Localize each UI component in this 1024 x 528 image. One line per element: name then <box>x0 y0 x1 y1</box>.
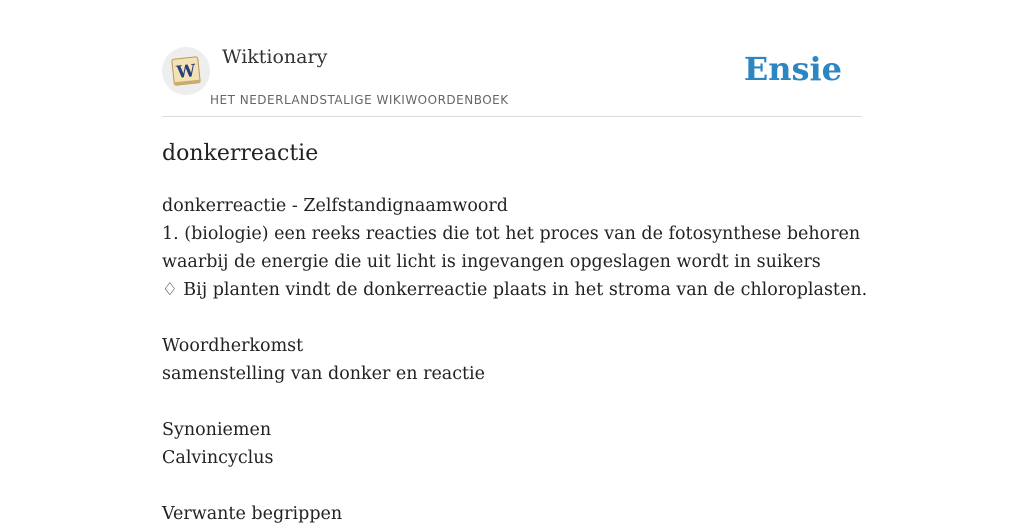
definition-line-1: 1. (biologie) een reeks reacties die tot het proces van de fotosynthese behoren <box>162 224 861 244</box>
logo-letter: W <box>175 61 197 83</box>
synonyms-label: Synoniemen <box>162 420 272 440</box>
ensie-brand-link[interactable]: Ensie <box>743 50 842 88</box>
wiktionary-logo-icon[interactable] <box>162 47 210 95</box>
entry-content <box>162 192 868 528</box>
synonyms-text: Calvincyclus <box>162 448 274 468</box>
spacer <box>162 304 862 332</box>
page-title: donkerreactie <box>162 141 319 166</box>
logo-tile <box>170 55 202 87</box>
site-name[interactable]: Wiktionary <box>222 46 328 68</box>
site-tagline: HET NEDERLANDSTALIGE WIKIWOORDENBOEK <box>210 93 509 107</box>
entry-heading: donkerreactie - Zelfstandignaamwoord <box>162 196 508 216</box>
site-header <box>162 0 862 117</box>
definition-line-2: waarbij de energie die uit licht is ingevangen opgeslagen wordt in suikers <box>162 252 821 272</box>
spacer <box>162 388 862 416</box>
etymology-label: Woordherkomst <box>162 336 304 356</box>
related-label: Verwante begrippen <box>162 504 343 524</box>
spacer <box>162 472 862 500</box>
example-sentence: ♢ Bij planten vindt de donkerreactie plaats in het stroma van de chloroplasten. <box>162 280 868 300</box>
etymology-text: samenstelling van donker en reactie <box>162 364 486 384</box>
